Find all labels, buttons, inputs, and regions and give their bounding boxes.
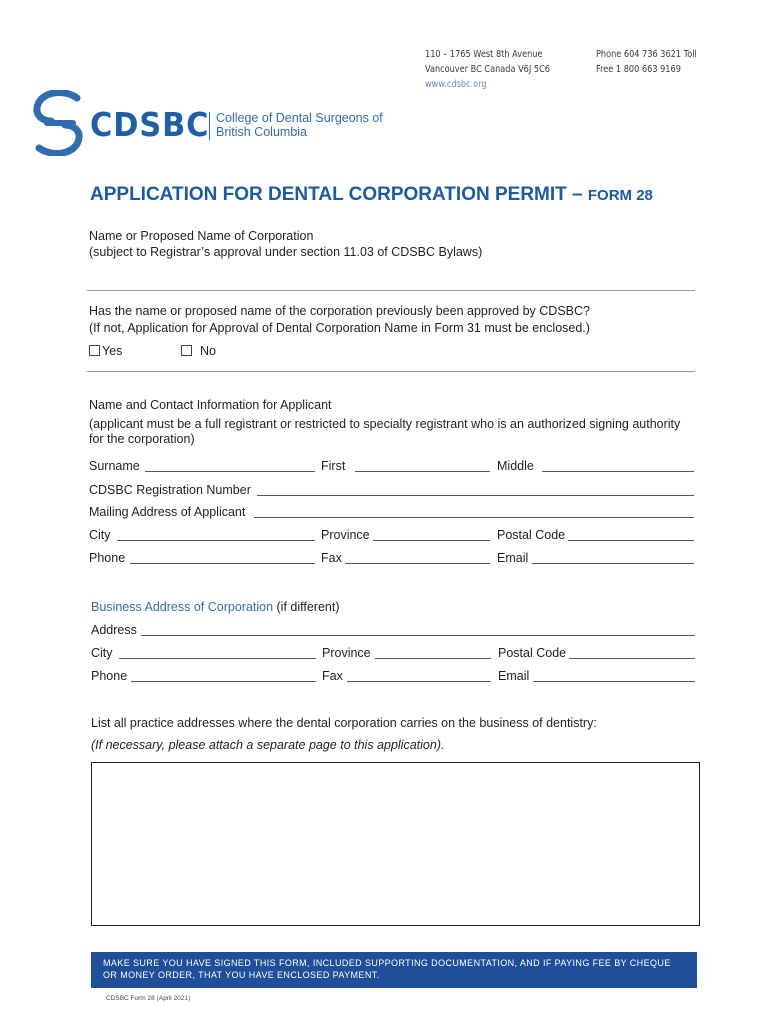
corp-name-note: (subject to Registrar’s approval under section 11.03 of CDSBC Bylaws) xyxy=(89,245,483,259)
address-line-2: Vancouver BC Canada V6J 5C6 xyxy=(425,64,550,75)
business-address-label: Address xyxy=(91,623,137,637)
business-phone-row xyxy=(0,669,770,685)
mailing-label: Mailing Address of Applicant xyxy=(89,505,246,519)
applicant-name-row xyxy=(0,459,770,475)
phone-line-1: Phone 604 736 3621 Toll xyxy=(596,49,697,60)
city-label: City xyxy=(89,528,111,542)
middle-field[interactable] xyxy=(542,471,694,472)
signature-reminder-banner xyxy=(91,952,697,988)
business-fax-field[interactable] xyxy=(347,681,491,682)
practice-note: (If necessary, please attach a separate page to this application). xyxy=(91,738,445,752)
business-phone-field[interactable] xyxy=(131,681,316,682)
fax-label: Fax xyxy=(321,551,342,565)
phone-line-2: Free 1 800 663 9169 xyxy=(596,64,681,75)
mailing-row xyxy=(0,505,770,521)
no-label: No xyxy=(200,344,216,358)
approved-question: Has the name or proposed name of the corporation previously been approved by CDSBC? xyxy=(89,304,590,318)
email-label: Email xyxy=(497,551,529,565)
address-block xyxy=(425,47,550,92)
logo-wordmark: CDSBC xyxy=(90,105,210,144)
surname-field[interactable] xyxy=(145,471,315,472)
phone-field[interactable] xyxy=(130,563,315,564)
business-email-field[interactable] xyxy=(533,681,695,682)
business-city-row xyxy=(0,646,770,662)
business-address-field[interactable] xyxy=(141,635,695,636)
practice-addresses-box[interactable] xyxy=(91,762,700,926)
registration-field[interactable] xyxy=(257,495,694,496)
province-field[interactable] xyxy=(373,540,490,541)
registration-row xyxy=(0,483,770,499)
business-heading xyxy=(91,600,340,614)
business-heading-main: Business Address of Corporation xyxy=(91,600,274,614)
phone-block xyxy=(596,47,697,77)
website-link[interactable]: www.cdsbc.org xyxy=(425,79,487,90)
phone-label: Phone xyxy=(89,551,126,565)
province-label: Province xyxy=(321,528,370,542)
approved-no-option[interactable] xyxy=(181,344,216,358)
business-phone-label: Phone xyxy=(91,669,128,683)
business-address-row xyxy=(0,623,770,639)
banner-line-2: OR MONEY ORDER, THAT YOU HAVE ENCLOSED PAYMENT. xyxy=(103,970,380,980)
business-province-label: Province xyxy=(322,646,371,660)
practice-heading: List all practice addresses where the dental corporation carries on the business of dentistry: xyxy=(91,716,597,730)
yes-checkbox[interactable] xyxy=(89,345,100,356)
corp-name-field[interactable] xyxy=(87,290,695,291)
applicant-heading: Name and Contact Information for Applicant xyxy=(89,398,332,412)
fax-field[interactable] xyxy=(345,563,490,564)
middle-label: Middle xyxy=(497,459,534,473)
applicant-city-row xyxy=(0,528,770,544)
first-label: First xyxy=(321,459,346,473)
address-line-1: 110 – 1765 West 8th Avenue xyxy=(425,49,543,60)
section-divider xyxy=(87,371,695,372)
first-field[interactable] xyxy=(355,471,490,472)
business-fax-label: Fax xyxy=(322,669,343,683)
applicant-note-line-2: for the corporation) xyxy=(89,432,195,446)
corp-name-heading: Name or Proposed Name of Corporation xyxy=(89,229,314,243)
no-checkbox[interactable] xyxy=(181,345,192,356)
business-heading-suffix: (if different) xyxy=(273,600,340,614)
logo-emblem-icon xyxy=(33,90,83,161)
business-province-field[interactable] xyxy=(375,658,491,659)
business-postal-field[interactable] xyxy=(569,658,695,659)
approved-yes-option[interactable] xyxy=(89,344,122,358)
form-footer-id: CDSBC Form 28 (April 2021) xyxy=(106,995,191,1002)
applicant-phone-row xyxy=(0,551,770,567)
title-form-number: FORM 28 xyxy=(587,187,653,204)
business-email-label: Email xyxy=(498,669,530,683)
business-city-label: City xyxy=(91,646,113,660)
page-title xyxy=(90,184,653,206)
logo-subtitle-line-2: British Columbia xyxy=(216,125,308,139)
logo-divider xyxy=(209,112,210,140)
logo-subtitle xyxy=(216,111,383,139)
postal-label: Postal Code xyxy=(497,528,566,542)
applicant-note-line-1: (applicant must be a full registrant or restricted to specialty registrant who is an authorized signing authority xyxy=(89,417,681,431)
postal-field[interactable] xyxy=(568,540,694,541)
yes-label: Yes xyxy=(102,344,123,358)
business-postal-label: Postal Code xyxy=(498,646,567,660)
mailing-field[interactable] xyxy=(254,517,694,518)
email-field[interactable] xyxy=(532,563,694,564)
banner-line-1: MAKE SURE YOU HAVE SIGNED THIS FORM, INCLUDED SUPPORTING DOCUMENTATION, AND IF PAYING FEE BY CHEQUE xyxy=(103,958,671,968)
logo-subtitle-line-1: College of Dental Surgeons of xyxy=(216,111,383,125)
business-city-field[interactable] xyxy=(119,658,316,659)
registration-label: CDSBC Registration Number xyxy=(89,483,251,497)
city-field[interactable] xyxy=(117,540,315,541)
approved-note: (If not, Application for Approval of Dental Corporation Name in Form 31 must be enclosed.) xyxy=(89,321,590,335)
surname-label: Surname xyxy=(89,459,140,473)
title-main: APPLICATION FOR DENTAL CORPORATION PERMIT – xyxy=(90,184,588,205)
